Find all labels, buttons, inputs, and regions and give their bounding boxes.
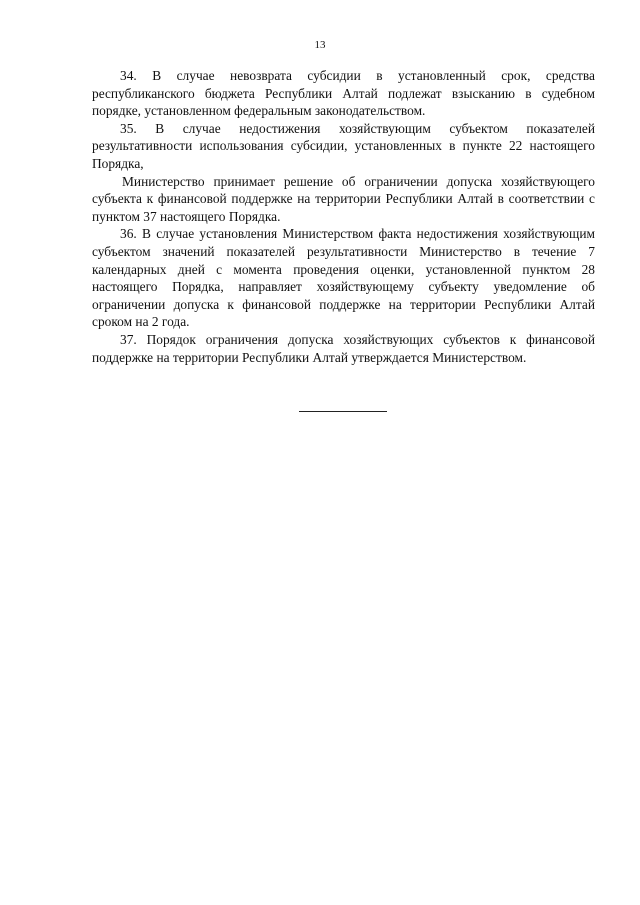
end-of-text-rule <box>299 411 387 412</box>
paragraph-35: 35. В случае недостижения хозяйствующим субъектом показателей результативности использования субсидии, установленных в пункте 22 настоящего Порядка, <box>92 120 595 171</box>
paragraph-37: 37. Порядок ограничения допуска хозяйствующих субъектов к финансовой поддержке на территории Республики Алтай утверждается Министерством. <box>92 331 595 365</box>
paragraph-36: 36. В случае установления Министерством факта недостижения хозяйствующим субъектом значений показателей результативности Министерство в течение 7 календарных дней с момента проведения оценки, установленной пунктом 28 настоящего Порядка, направляет хозяйствующему субъекту уведомление об ограничении допуска к финансовой поддержке на территории Республики Алтай сроком на 2 года. <box>92 226 595 330</box>
paragraph-34: 34. В случае невозврата субсидии в установленный срок, средства республиканского бюджета Республики Алтай подлежат взысканию в судебном порядке, установленном федеральным законодательством. <box>92 68 595 119</box>
page-number: 13 <box>314 39 326 51</box>
paragraph-35-continuation: Министерство принимает решение об ограничении допуска хозяйствующего субъекта к финансовой поддержке на территории Республики Алтай в соответствии с пунктом 37 настоящего Порядка. <box>92 173 595 224</box>
document-body <box>92 67 595 366</box>
